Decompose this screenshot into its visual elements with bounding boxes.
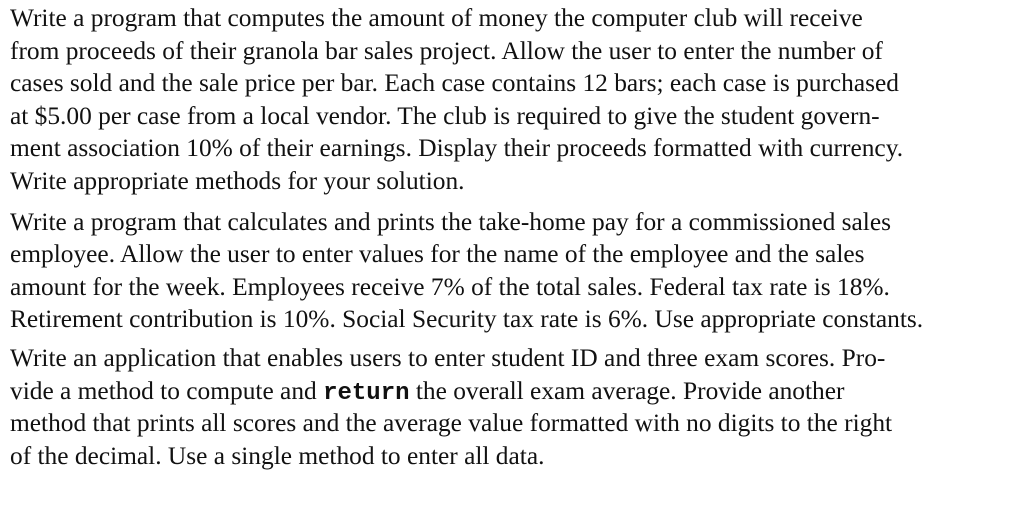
text-line: Write a program that computes the amount of money the computer club will receive: [10, 4, 863, 32]
text-line: Write an application that enables users to enter student ID and three exam scores. Pro-: [10, 343, 886, 372]
text-line: employee. Allow the user to enter values for the name of the employee and the sales: [10, 240, 865, 269]
text-line: method that prints all scores and the average value formatted with no digits to the right: [10, 409, 893, 438]
exercise-paragraph-take-home-pay: [10, 206, 1025, 336]
text-line: from proceeds of their granola bar sales project. Allow the user to enter the number of: [10, 36, 883, 65]
text-line: of the decimal. Use a single method to enter all data.: [10, 441, 545, 470]
text-line: Write a program that calculates and prints the take-home pay for a commissioned sales: [10, 207, 891, 236]
exercise-paragraph-exam-average: [10, 342, 1025, 472]
text-segment: vide a method to compute and: [10, 376, 324, 405]
text-line: ment association 10% of their earnings. Display their proceeds formatted with currency.: [10, 134, 904, 163]
text-line: at $5.00 per case from a local vendor. The club is required to give the student govern-: [10, 101, 880, 130]
exercise-paragraph-granola-bar: [10, 2, 1025, 198]
exercise-text-block: [10, 2, 1025, 472]
text-segment: the overall exam average. Provide another: [409, 376, 845, 405]
code-keyword-return: return: [323, 379, 410, 407]
text-line: cases sold and the sale price per bar. Each case contains 12 bars; each case is purchased: [10, 69, 899, 98]
text-line: Retirement contribution is 10%. Social Security tax rate is 6%. Use appropriate constants.: [10, 305, 924, 334]
text-line: Write appropriate methods for your solution.: [10, 166, 465, 195]
text-line: [10, 375, 1025, 408]
text-line: amount for the week. Employees receive 7% of the total sales. Federal tax rate is 18%.: [10, 272, 890, 301]
